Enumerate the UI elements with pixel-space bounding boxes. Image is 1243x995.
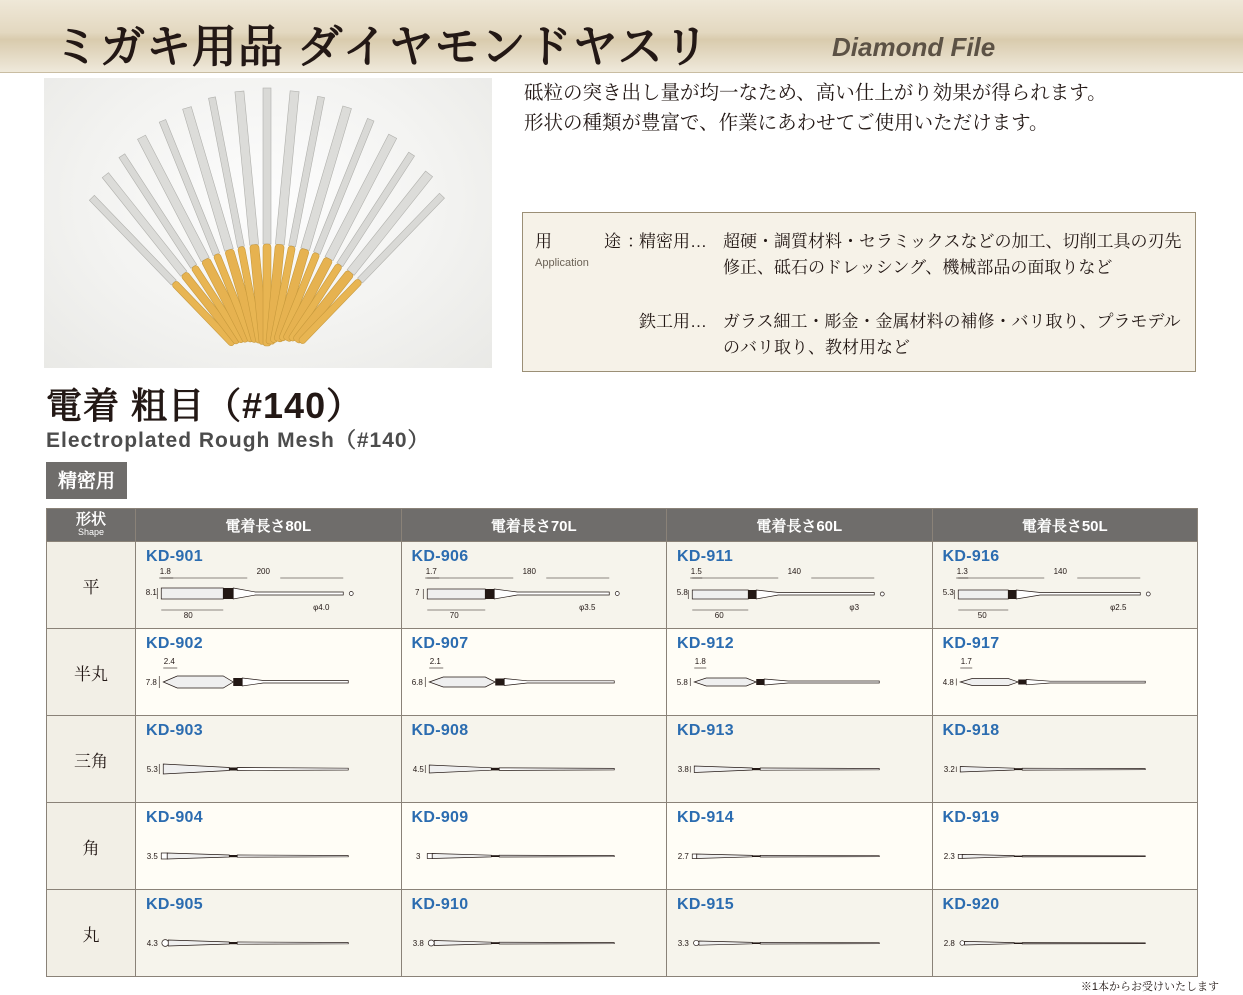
section-title: 電着 粗目（#140） xyxy=(46,385,364,426)
dim-length-plate: 70 xyxy=(449,611,459,620)
dim-height: 3.5 xyxy=(146,852,158,861)
product-cell-kd909[interactable] xyxy=(401,803,667,890)
dim-height: 3.8 xyxy=(677,765,689,774)
column-header-70l: 電着長さ70L xyxy=(401,509,667,542)
dim-height: 5.8 xyxy=(676,678,688,687)
product-cell-kd913[interactable] xyxy=(667,716,933,803)
product-cell-kd916[interactable] xyxy=(932,542,1198,629)
column-header-80l: 電着長さ80L xyxy=(136,509,402,542)
application-box xyxy=(522,212,1196,372)
dimension-drawing-round xyxy=(136,912,401,974)
dim-height: 5.8 xyxy=(676,588,688,597)
dim-length-plate: 80 xyxy=(183,611,193,620)
dimension-drawing-square xyxy=(402,825,667,887)
table-row xyxy=(47,542,1198,629)
dim-height: 5.3 xyxy=(146,765,158,774)
dim-height: 4.8 xyxy=(942,678,954,687)
dimension-drawing-round xyxy=(933,912,1198,974)
product-code: KD-902 xyxy=(146,635,203,652)
dimension-drawing-flat xyxy=(136,564,401,626)
table-row xyxy=(47,803,1198,890)
product-code: KD-918 xyxy=(942,722,1000,739)
product-photo xyxy=(44,78,492,368)
dim-width: 2.4 xyxy=(163,657,175,666)
product-cell-kd906[interactable] xyxy=(401,542,667,629)
status-badge: 精密用 xyxy=(46,462,127,499)
dimension-drawing-round xyxy=(667,912,932,974)
product-code: KD-906 xyxy=(411,548,469,565)
dim-height: 3 xyxy=(415,852,420,861)
dim-height: 4.5 xyxy=(412,765,424,774)
product-cell-kd905[interactable] xyxy=(136,890,402,977)
dimension-drawing-half-round xyxy=(667,651,932,713)
dim-length-plate: 60 xyxy=(714,611,724,620)
dim-width: 1.5 xyxy=(690,567,702,576)
product-cell-kd914[interactable] xyxy=(667,803,933,890)
diamond-file-fan-illustration xyxy=(44,78,492,368)
product-code: KD-904 xyxy=(146,809,203,826)
dimension-drawing-half-round xyxy=(136,651,401,713)
table-row xyxy=(47,716,1198,803)
shape-label-half-round: 半丸 xyxy=(47,629,136,716)
dim-height: 7.8 xyxy=(145,678,157,687)
dimension-drawing-half-round xyxy=(933,651,1198,713)
product-code: KD-915 xyxy=(677,896,734,913)
page-title: ミガキ用品 ダイヤモンドヤスリ xyxy=(54,21,710,72)
table-header-row xyxy=(47,509,1198,542)
product-code: KD-912 xyxy=(677,635,734,652)
dimension-drawing-triangle xyxy=(136,738,401,800)
dim-height: 6.8 xyxy=(411,678,423,687)
product-code: KD-907 xyxy=(411,635,469,652)
section-title-english: Electroplated Rough Mesh（#140） xyxy=(46,429,430,452)
product-code: KD-905 xyxy=(146,896,203,913)
dimension-drawing-flat xyxy=(667,564,932,626)
column-header-50l: 電着長さ50L xyxy=(932,509,1198,542)
shape-label-square: 角 xyxy=(47,803,136,890)
dim-length-total: 140 xyxy=(1053,567,1067,576)
dim-width: 2.1 xyxy=(429,657,441,666)
product-cell-kd904[interactable] xyxy=(136,803,402,890)
dim-length-total: 200 xyxy=(256,567,270,576)
dimension-drawing-triangle xyxy=(402,738,667,800)
dim-length-total: 140 xyxy=(787,567,801,576)
dim-width: 1.3 xyxy=(956,567,968,576)
dim-width: 1.7 xyxy=(960,657,972,666)
product-cell-kd911[interactable] xyxy=(667,542,933,629)
product-cell-kd910[interactable] xyxy=(401,890,667,977)
dimension-drawing-square xyxy=(136,825,401,887)
dimension-drawing-square xyxy=(933,825,1198,887)
dim-diameter: φ3.5 xyxy=(578,603,595,612)
application-label-english: Application xyxy=(535,257,589,269)
page-title-english: Diamond File xyxy=(832,32,996,62)
product-code: KD-916 xyxy=(942,548,1000,565)
shape-label-flat: 平 xyxy=(47,542,136,629)
dim-length-total: 180 xyxy=(522,567,536,576)
lead-line-1: 砥粒の突き出し量が均一なため、高い仕上がり効果が得られます。 xyxy=(524,82,1107,104)
dim-height: 4.3 xyxy=(146,939,158,948)
product-code: KD-920 xyxy=(942,896,1000,913)
product-code: KD-909 xyxy=(411,809,469,826)
application-value-precision: 超硬・調質材料・セラミックスなどの加工、切削工具の刃先修正、砥石のドレッシング、機械部品の面取りなど xyxy=(723,232,1182,277)
product-code: KD-917 xyxy=(942,635,1000,652)
product-code: KD-911 xyxy=(677,548,734,565)
dimension-drawing-round xyxy=(402,912,667,974)
dimension-drawing-half-round xyxy=(402,651,667,713)
dim-height: 8.1 xyxy=(145,588,157,597)
dimension-drawing-flat xyxy=(933,564,1198,626)
lead-text xyxy=(524,78,1214,138)
product-cell-kd902[interactable] xyxy=(136,629,402,716)
dimension-drawing-triangle xyxy=(667,738,932,800)
product-cell-kd918[interactable] xyxy=(932,716,1198,803)
table-row xyxy=(47,890,1198,977)
dim-height: 2.7 xyxy=(677,852,689,861)
product-cell-kd917[interactable] xyxy=(932,629,1198,716)
dim-height: 2.8 xyxy=(943,939,955,948)
dim-height: 3.8 xyxy=(412,939,424,948)
application-value-ironwork: ガラス細工・彫金・金属材料の補修・バリ取り、プラモデルのバリ取り、教材用など xyxy=(723,312,1181,357)
page-banner xyxy=(0,0,1243,73)
dim-height: 2.3 xyxy=(943,852,955,861)
product-cell-kd912[interactable] xyxy=(667,629,933,716)
dim-diameter: φ2.5 xyxy=(1109,603,1126,612)
dim-width: 1.8 xyxy=(159,567,171,576)
dim-height: 3.2 xyxy=(943,765,955,774)
shape-label-round: 丸 xyxy=(47,890,136,977)
application-key-precision: 精密用… xyxy=(639,232,707,251)
column-header-shape-jp: 形状 xyxy=(75,511,106,529)
product-cell-kd907[interactable] xyxy=(401,629,667,716)
dim-height: 7 xyxy=(414,588,419,597)
application-label: 用 途： xyxy=(535,232,650,251)
column-header-shape-en: Shape xyxy=(77,527,105,538)
table-row xyxy=(47,629,1198,716)
dimension-drawing-triangle xyxy=(933,738,1198,800)
dim-height: 3.3 xyxy=(677,939,689,948)
product-cell-kd903[interactable] xyxy=(136,716,402,803)
product-cell-kd901[interactable] xyxy=(136,542,402,629)
column-header-shape xyxy=(47,509,136,542)
product-cell-kd908[interactable] xyxy=(401,716,667,803)
product-cell-kd920[interactable] xyxy=(932,890,1198,977)
product-code: KD-919 xyxy=(942,809,1000,826)
dim-width: 1.7 xyxy=(425,567,437,576)
column-header-60l: 電着長さ60L xyxy=(667,509,933,542)
dim-length-plate: 50 xyxy=(977,611,987,620)
dim-width: 1.8 xyxy=(694,657,706,666)
product-code: KD-913 xyxy=(677,722,734,739)
product-code: KD-908 xyxy=(411,722,469,739)
dimension-drawing-square xyxy=(667,825,932,887)
footnote: ※1本からお受けいたします xyxy=(1080,981,1219,993)
dim-height: 5.3 xyxy=(942,588,954,597)
dimension-drawing-flat xyxy=(402,564,667,626)
product-code: KD-910 xyxy=(411,896,469,913)
product-table xyxy=(46,508,1198,977)
product-code: KD-914 xyxy=(677,809,734,826)
product-code: KD-901 xyxy=(146,548,203,565)
dim-diameter: φ4.0 xyxy=(313,603,330,612)
application-key-ironwork: 鉄工用… xyxy=(639,312,707,331)
lead-line-2: 形状の種類が豊富で、作業にあわせてご使用いただけます。 xyxy=(524,112,1049,135)
dim-diameter: φ3 xyxy=(849,603,860,612)
product-cell-kd915[interactable] xyxy=(667,890,933,977)
shape-label-triangle: 三角 xyxy=(47,716,136,803)
product-code: KD-903 xyxy=(146,722,203,739)
product-cell-kd919[interactable] xyxy=(932,803,1198,890)
